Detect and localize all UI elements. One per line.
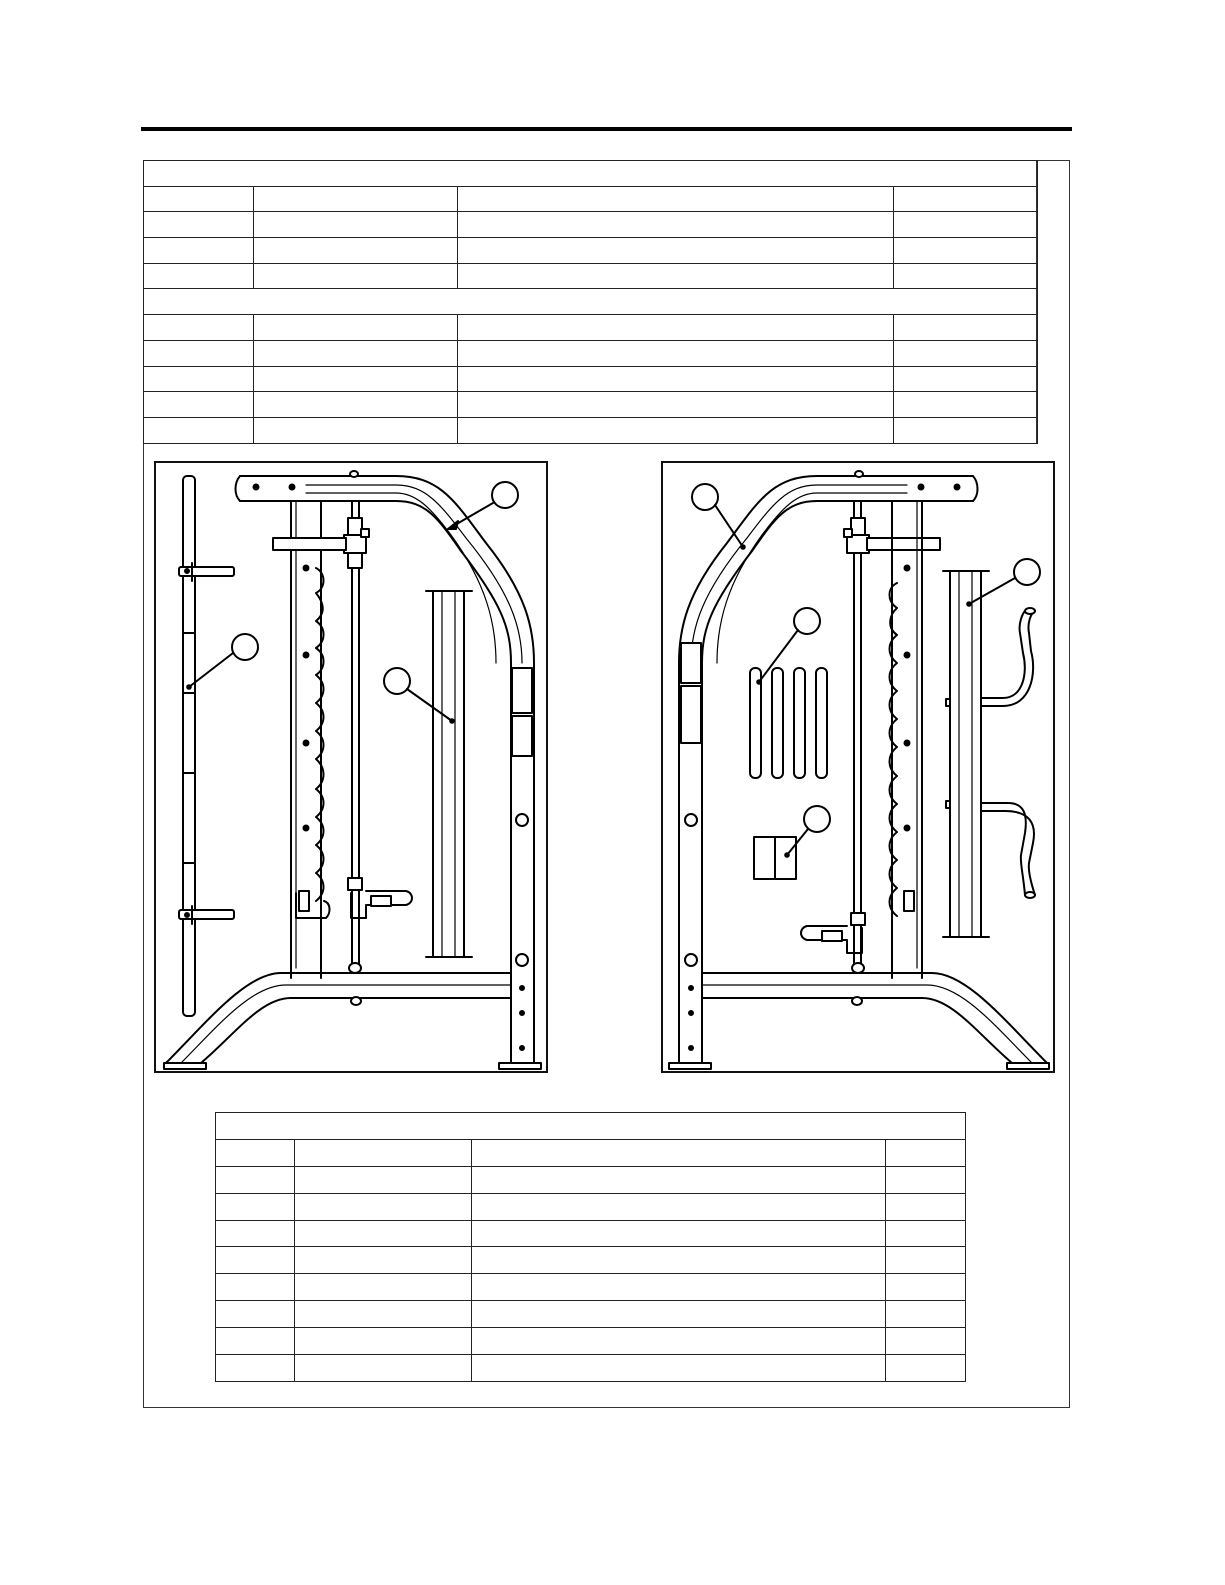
cell-part-code (254, 315, 458, 341)
cell-part-no (144, 263, 254, 289)
cell-part-no (144, 212, 254, 238)
cell-part-no (144, 417, 254, 443)
cell-part-no (144, 315, 254, 341)
cell-description (472, 1328, 886, 1355)
cell-part-code (254, 238, 458, 264)
cell-description (472, 1274, 886, 1301)
cell-part-no (216, 1220, 295, 1247)
cell-part-no (216, 1193, 295, 1220)
bottom-base (164, 973, 541, 1069)
cell-part-no (216, 1328, 295, 1355)
table-row (144, 417, 1038, 443)
cell-part-no (216, 1355, 295, 1382)
cell-part-code (295, 1166, 472, 1193)
cell-part-no (144, 366, 254, 392)
cell-quantity (886, 1193, 966, 1220)
guide-rod (273, 501, 412, 973)
cell-part-code (254, 417, 458, 443)
cell-description (458, 392, 894, 418)
table-group-header (144, 289, 1038, 315)
smith-machine-right-frame-diagram (663, 463, 1057, 1075)
callout-dip-handle (967, 559, 1040, 606)
cell-part-no (216, 1166, 295, 1193)
cell-part-code (295, 1328, 472, 1355)
cell-part-no (216, 1139, 295, 1166)
smith-machine-left-frame-diagram (156, 463, 550, 1075)
cell-part-code (254, 186, 458, 212)
cell-quantity (886, 1274, 966, 1301)
table-row (216, 1247, 966, 1274)
top-crossbar (679, 471, 978, 663)
cell-quantity (894, 315, 1038, 341)
cell-description (458, 315, 894, 341)
group-header-cell (144, 161, 1038, 187)
cell-quantity (886, 1328, 966, 1355)
cell-quantity (886, 1220, 966, 1247)
cell-part-no (144, 340, 254, 366)
cell-description (458, 340, 894, 366)
cell-part-no (144, 186, 254, 212)
cell-quantity (886, 1139, 966, 1166)
dip-handle-part (943, 571, 1035, 937)
cell-part-no (144, 392, 254, 418)
cell-part-code (295, 1247, 472, 1274)
table-row (216, 1139, 966, 1166)
cell-description (472, 1220, 886, 1247)
cell-description (472, 1139, 886, 1166)
table-group-header (216, 1113, 966, 1140)
cell-description (472, 1166, 886, 1193)
group-header-cell (216, 1113, 966, 1140)
cell-part-code (254, 263, 458, 289)
callout-frame (692, 484, 745, 549)
cell-description (458, 263, 894, 289)
cell-description (472, 1355, 886, 1382)
diagram-right-panel (661, 461, 1055, 1073)
cell-part-code (295, 1301, 472, 1328)
cell-quantity (886, 1247, 966, 1274)
table-row (216, 1301, 966, 1328)
table-row (144, 186, 1038, 212)
cell-quantity (894, 212, 1038, 238)
cell-quantity (894, 186, 1038, 212)
parts-table-top (143, 160, 1038, 444)
olympic-bar-part (179, 476, 234, 1016)
table-row (144, 392, 1038, 418)
cell-description (458, 212, 894, 238)
right-upright (890, 501, 923, 978)
cell-quantity (886, 1166, 966, 1193)
table-row (216, 1193, 966, 1220)
left-upright (291, 501, 330, 978)
cell-part-no (216, 1247, 295, 1274)
cell-description (472, 1301, 886, 1328)
bottom-base (669, 973, 1049, 1069)
table-row (216, 1328, 966, 1355)
cell-description (458, 417, 894, 443)
table-row (144, 315, 1038, 341)
cell-quantity (894, 366, 1038, 392)
callout-bar (187, 634, 258, 689)
left-upright (679, 643, 702, 1063)
table-row (144, 238, 1038, 264)
table-row (144, 340, 1038, 366)
cell-part-code (254, 212, 458, 238)
pins-part (750, 668, 827, 778)
cell-part-code (254, 340, 458, 366)
diagram-left-panel (154, 461, 548, 1073)
cell-description (458, 186, 894, 212)
table-row (216, 1355, 966, 1382)
cell-part-code (295, 1193, 472, 1220)
header-rule (141, 127, 1072, 131)
table-row (216, 1166, 966, 1193)
cell-part-code (295, 1274, 472, 1301)
cell-part-code (295, 1139, 472, 1166)
standalone-rod-part (426, 591, 472, 957)
cell-quantity (894, 263, 1038, 289)
cell-part-no (144, 238, 254, 264)
cell-quantity (886, 1301, 966, 1328)
callout-pad (785, 806, 830, 857)
cell-description (458, 366, 894, 392)
cell-part-code (254, 366, 458, 392)
parts-table-bottom (215, 1112, 966, 1382)
cell-quantity (886, 1355, 966, 1382)
table-row (144, 366, 1038, 392)
cell-description (472, 1193, 886, 1220)
table-row (216, 1274, 966, 1301)
callout-pins (757, 608, 820, 684)
top-crossbar (236, 471, 535, 663)
table-row (144, 263, 1038, 289)
cell-quantity (894, 238, 1038, 264)
callout-rod (384, 668, 454, 723)
cell-part-code (295, 1355, 472, 1382)
cell-quantity (894, 417, 1038, 443)
cell-part-code (254, 392, 458, 418)
right-upright (511, 663, 534, 1063)
cell-quantity (894, 392, 1038, 418)
pad-part (754, 837, 796, 879)
cell-part-code (295, 1220, 472, 1247)
cell-part-no (216, 1301, 295, 1328)
table-group-header (144, 161, 1038, 187)
cell-description (458, 238, 894, 264)
group-header-cell (144, 289, 1038, 315)
cell-quantity (894, 340, 1038, 366)
cell-part-no (216, 1274, 295, 1301)
cell-description (472, 1247, 886, 1274)
table-row (144, 212, 1038, 238)
table-row (216, 1220, 966, 1247)
